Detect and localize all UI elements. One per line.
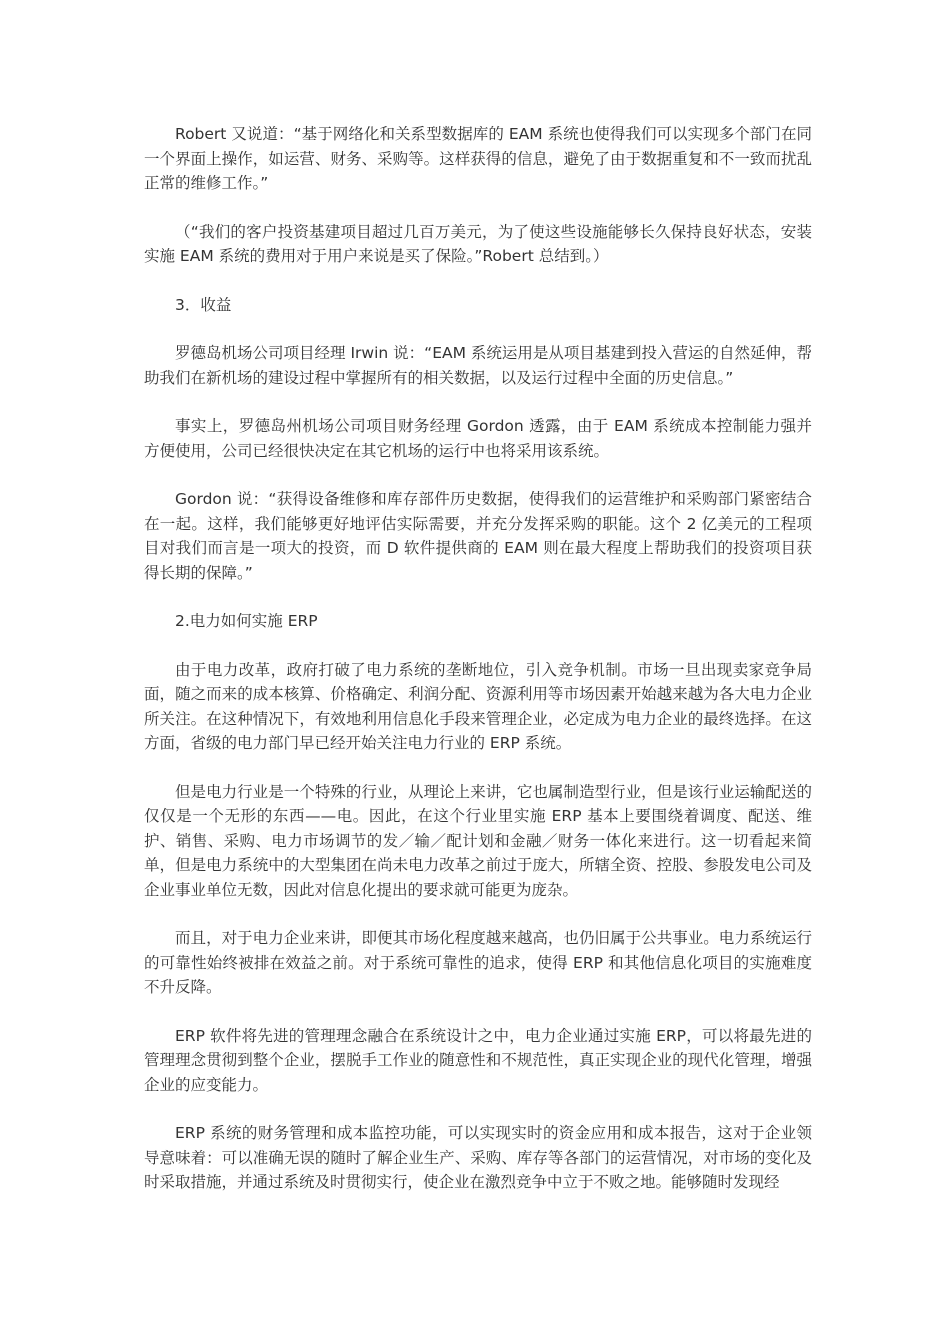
paragraph-public-utility: 而且，对于电力企业来讲，即便其市场化程度越来越高，也仍旧属于公共事业。电力系统运行的可靠性始终被排在效益之前。对于系统可靠性的追求，使得 ERP 和其他信息化项目的实施难度不升反降。 [144, 929, 812, 996]
document-body [144, 122, 812, 1195]
paragraph-gordon-disclosure: 事实上，罗德岛州机场公司项目财务经理 Gordon 透露，由于 EAM 系统成本控制能力强并方便使用，公司已经很快决定在其它机场的运行中也将采用该系统。 [144, 417, 812, 460]
paragraph-robert-quote: Robert 又说道：“基于网络化和关系型数据库的 EAM 系统也使得我们可以实现多个部门在同一个界面上操作，如运营、财务、采购等。这样获得的信息，避免了由于数据重复和不一致而扰乱正常的维修工作。” [144, 125, 812, 192]
paragraph-erp-management: ERP 软件将先进的管理理念融合在系统设计之中，电力企业通过实施 ERP，可以将最先进的管理理念贯彻到整个企业，摆脱手工作业的随意性和不规范性，真正实现企业的现代化管理，增强企业的应变能力。 [144, 1026, 812, 1094]
section-heading-power-erp: 2.电力如何实施 ERP [175, 612, 318, 630]
paragraph-erp-finance: ERP 系统的财务管理和成本监控功能，可以实现实时的资金应用和成本报告，这对于企业领导意味着：可以准确无误的随时了解企业生产、采购、库存等各部门的运营情况，对市场的变化及时采取措施，并通过系统及时贯彻实行，使企业在激烈竞争中立于不败之地。能够随时发现经 [144, 1124, 812, 1191]
paragraph-power-reform: 由于电力改革，政府打破了电力系统的垄断地位，引入竞争机制。市场一旦出现卖家竞争局面，随之而来的成本核算、价格确定、利润分配、资源利用等市场因素开始越来越为各大电力企业所关注。在这种情况下，有效地利用信息化手段来管理企业，必定成为电力企业的最终选择。在这方面，省级的电力部门早已经开始关注电力行业的 ERP 系统。 [144, 660, 812, 752]
paragraph-special-industry: 但是电力行业是一个特殊的行业，从理论上来讲，它也属制造型行业，但是该行业运输配送的仅仅是一个无形的东西——电。因此，在这个行业里实施 ERP 基本上要围绕着调度、配送、维护、销售、采购、电力市场调节的发／输／配计划和金融／财务一体化来进行。这一切看起来简单，但是电力系统中的大型集团在尚未电力改革之前过于庞大，所辖全资、控股、参股发电公司及企业事业单位无数，因此对信息化提出的要求就可能更为庞杂。 [144, 782, 812, 899]
paragraph-robert-summary: （“我们的客户投资基建项目超过几百万美元，为了使这些设施能够长久保持良好状态，安装实施 EAM 系统的费用对于用户来说是买了保险。”Robert 总结到。） [144, 222, 812, 265]
paragraph-irwin-quote: 罗德岛机场公司项目经理 Irwin 说：“EAM 系统运用是从项目基建到投入营运的自然延伸，帮助我们在新机场的建设过程中掌握所有的相关数据，以及运行过程中全面的历史信息。” [144, 344, 812, 387]
paragraph-gordon-quote: Gordon 说：“获得设备维修和库存部件历史数据，使得我们的运营维护和采购部门紧密结合在一起。这样，我们能够更好地评估实际需要，并充分发挥采购的职能。这个 2 亿美元的工程项目对我们而言是一项大的投资，而 D 软件提供商的 EAM 则在最大程度上帮助我们的投资项目获得长期的保障。” [144, 490, 812, 582]
section-heading-benefits: 3．收益 [175, 295, 232, 314]
